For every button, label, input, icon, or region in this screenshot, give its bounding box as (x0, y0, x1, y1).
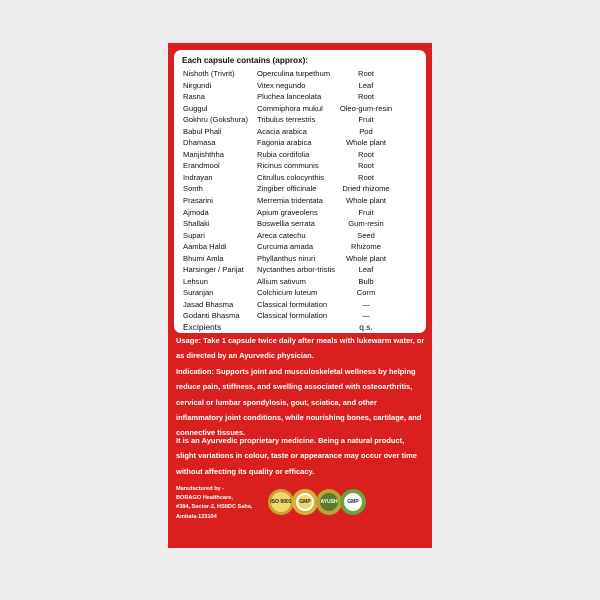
ingredient-name: Supari (183, 230, 205, 240)
ingredient-part: Seed (357, 230, 375, 240)
ingredient-name: Babul Phali (183, 126, 222, 136)
ingredient-row (183, 218, 419, 230)
ingredient-name: Suranjan (183, 288, 214, 298)
ingredient-name: Bhumi Amla (183, 253, 224, 263)
ingredient-part: Whole plant (345, 138, 387, 148)
excipients-label: Excipients (183, 322, 222, 333)
ingredient-part: Root (357, 92, 375, 102)
ingredient-row (183, 103, 419, 115)
gmp-green-seal-icon: GMP (339, 488, 367, 516)
ingredient-name: Indrayan (183, 172, 213, 182)
manufacturer-label: Manufactured by - (176, 486, 225, 492)
ingredient-part: Pod (359, 126, 373, 136)
ingredient-botanical: Boswellia serrata (257, 219, 315, 229)
ingredient-row (183, 287, 419, 299)
ingredient-row (183, 241, 419, 253)
ingredient-botanical: Allium sativum (257, 276, 306, 286)
ingredient-name: Rasna (183, 92, 205, 102)
manufacturer-info (176, 485, 252, 522)
quality-seal-icon: AYUSH (315, 488, 343, 516)
ingredient-botanical: Citrullus colocynthis (257, 172, 325, 182)
ingredient-row (183, 207, 419, 219)
ingredient-botanical: Apium graveolens (257, 207, 318, 217)
usage-text: Usage: Take 1 capsule twice daily after meals with lukewarm water, or as directed by an Ayurvedic physician. (176, 336, 425, 361)
ingredient-botanical: Vitex negundo (257, 80, 306, 90)
ingredient-name: Jasad Bhasma (183, 299, 234, 309)
excipients-amount: q.s. (359, 322, 373, 333)
ingredient-part: Whole plant (345, 253, 387, 263)
ingredient-name: Prasarini (183, 196, 213, 206)
ingredient-name: Ajmoda (183, 207, 209, 217)
ingredient-part: Root (357, 161, 375, 171)
ingredient-name: Harsinger / Parijat (183, 265, 244, 275)
ingredient-row (183, 149, 419, 161)
ingredient-part: Fruit (358, 115, 374, 125)
ingredient-row (183, 195, 419, 207)
ingredient-row (183, 183, 419, 195)
ingredient-part: Whole plant (345, 196, 387, 206)
ingredient-row (183, 276, 419, 288)
ingredient-row (183, 230, 419, 242)
ingredients-heading: Each capsule contains (approx): (182, 56, 309, 65)
ingredient-row (183, 91, 419, 103)
ingredient-part: — (362, 299, 370, 309)
manufacturer-address: #384, Sector-2, HSIIDC Saha, (176, 504, 253, 511)
manufacturer-name: BORAGO Healthcare, (176, 495, 233, 502)
ingredient-part: Root (357, 172, 375, 182)
ingredient-botanical: Colchicum luteum (257, 288, 318, 298)
ingredient-name: Guggul (183, 103, 208, 113)
ingredient-botanical: Tribulus terrestris (257, 115, 316, 125)
gmp-seal-icon: GMP (291, 488, 319, 516)
ingredient-part: Corm (356, 288, 376, 298)
ingredient-name: Dhamasa (183, 138, 216, 148)
ingredient-part: Gum-resin (348, 219, 384, 229)
ingredient-row (183, 114, 419, 126)
ingredient-part: Oleo-gum-resin (339, 103, 393, 113)
ingredient-botanical: Areca catechu (257, 230, 306, 240)
indication-text: Indication: Supports joint and musculoskeletal wellness by helping reduce pain, stiffness, and swelling associated with osteoarthritis, cervical or lumbar spondylosis, gout, sciatica, and other inflammatory joint conditions, while nourishing bones, cartilage, and connective tissues. (176, 367, 422, 438)
ingredient-botanical: Pluchea lanceolata (257, 92, 322, 102)
ingredient-name: Manjishthha (183, 149, 224, 159)
ingredient-part: Fruit (358, 207, 374, 217)
ingredient-name: Shallaki (183, 219, 210, 229)
ingredient-name: Sonth (183, 184, 203, 194)
ingredient-part: Bulb (358, 276, 374, 286)
ingredient-botanical: Phyllanthus niruri (257, 253, 316, 263)
ingredient-row (183, 264, 419, 276)
ingredient-botanical: Operculina turpethum (257, 69, 331, 78)
ingredient-row (183, 68, 419, 80)
manufacturer-city: Ambala-133104 (176, 513, 217, 520)
ingredient-row (183, 172, 419, 184)
ingredient-part: Root (357, 69, 375, 78)
ingredient-part: Dried rhizome (342, 184, 390, 194)
ingredient-row (183, 160, 419, 172)
ingredient-row (183, 80, 419, 92)
ingredient-row (183, 253, 419, 265)
ingredient-botanical: Merremia tridentata (257, 196, 323, 206)
proprietary-text: It is an Ayurvedic proprietary medicine. Being a natural product, slight variations in colour, taste or appearance may occur over time without affecting its quality or efficacy. (176, 436, 417, 476)
ingredient-botanical: Fagonia arabica (257, 138, 312, 148)
iso-seal-icon: ISO 9001 (267, 488, 295, 516)
ingredient-botanical: Curcuma amada (257, 242, 314, 252)
ingredient-botanical: Classical formulation (257, 311, 328, 321)
ingredient-botanical: Classical formulation (257, 299, 328, 309)
ingredient-name: Gokhru (Gokshura) (183, 115, 248, 125)
ingredient-botanical: Rubia cordifolia (257, 149, 310, 159)
ingredient-name: Nirgundi (183, 80, 212, 90)
ingredient-botanical: Zingiber officinale (257, 184, 317, 194)
ingredient-botanical: Acacia arabica (257, 126, 307, 136)
excipients-row (183, 322, 419, 334)
ingredient-part: Rhizome (351, 242, 381, 252)
ingredient-name: Nishoth (Trivrit) (183, 69, 235, 78)
ingredient-row (183, 126, 419, 138)
ingredient-row (183, 137, 419, 149)
ingredient-botanical: Ricinus communis (257, 161, 319, 171)
ingredient-part: — (362, 311, 370, 321)
ingredient-name: Godanti Bhasma (183, 311, 240, 321)
ingredient-part: Leaf (358, 80, 374, 90)
ingredient-part: Leaf (358, 265, 374, 275)
ingredient-row (183, 299, 419, 311)
ingredient-name: Lehsun (183, 276, 208, 286)
ingredient-name: Erandmool (183, 161, 220, 171)
ingredient-part: Root (357, 149, 375, 159)
ingredients-table (183, 68, 419, 334)
ingredient-botanical: Nyctanthes arbor-tristis (257, 265, 336, 275)
ingredient-botanical: Commiphora mukul (257, 103, 323, 113)
ingredient-name: Aamba Haldi (183, 242, 227, 252)
ingredient-row (183, 310, 419, 322)
